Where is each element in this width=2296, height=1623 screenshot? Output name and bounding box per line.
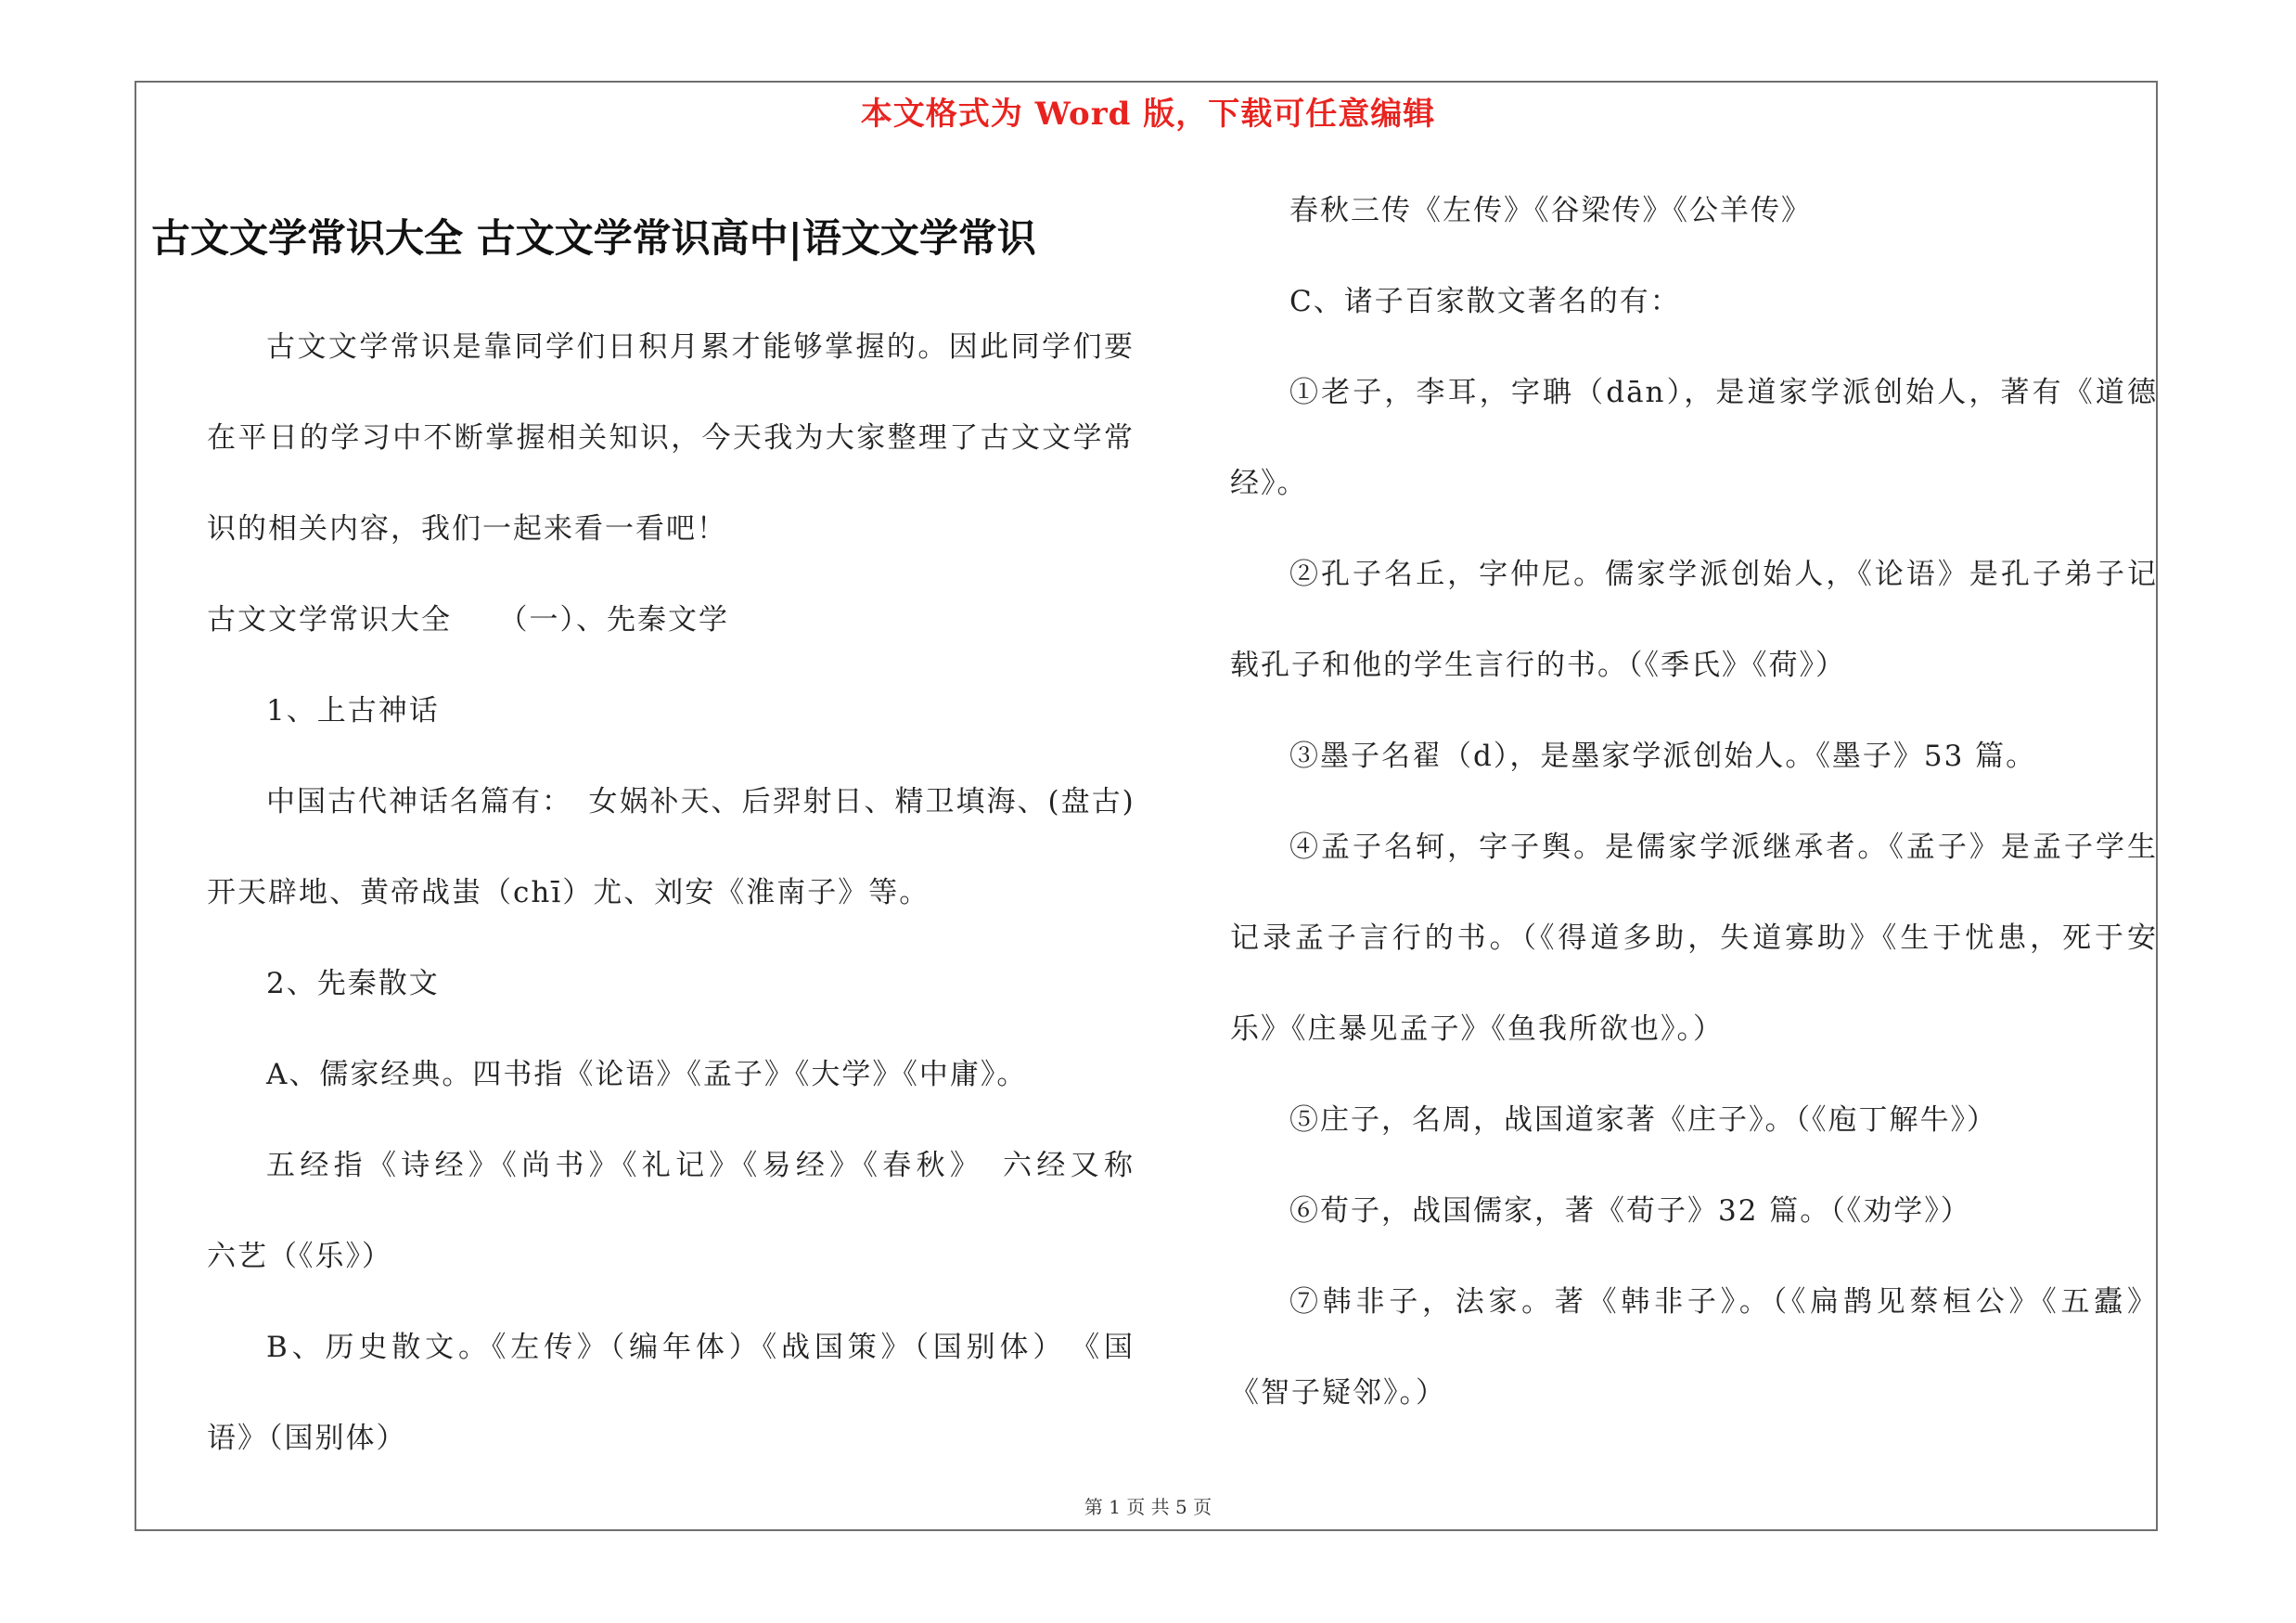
paragraph-line: ④孟子名轲，字子舆。是儒家学派继承者。《孟子》是孟子学生 — [1289, 831, 2158, 864]
paragraph-line: 《智子疑邻》。） — [1230, 1376, 1446, 1410]
section-heading: 古文文学常识大全 （一）、先秦文学 — [207, 603, 729, 637]
paragraph-line: ③墨子名翟（d），是墨家学派创始人。《墨子》53 篇。 — [1289, 740, 2037, 773]
paragraph-line: ⑦韩非子，法家。著《韩非子》。（《扁鹊见蔡桓公》《五蠹》 — [1289, 1285, 2158, 1319]
format-banner: 本文格式为 Word 版，下载可任意编辑 — [860, 96, 1436, 133]
subheading: 2、先秦散文 — [266, 967, 440, 1000]
paragraph-line: 识的相关内容，我们一起来看一看吧！ — [207, 512, 727, 546]
document-title: 古文文学常识大全 古文文学常识高中|语文文学常识 — [151, 215, 1036, 261]
paragraph-line: B、历史散文。《左传》（编年体）《战国策》（国别体） 《国 — [266, 1331, 1135, 1364]
left-column — [207, 302, 1135, 1484]
paragraph-line: ①老子，李耳，字聃（dān），是道家学派创始人，著有《道德 — [1289, 376, 2158, 409]
paragraph-line: ⑥荀子，战国儒家，著《荀子》32 篇。（《劝学》） — [1289, 1194, 1971, 1228]
paragraph-line: 开天辟地、黄帝战蚩（chī）尤、刘安《淮南子》等。 — [207, 876, 930, 909]
paragraph-line: 古文文学常识是靠同学们日积月累才能够掌握的。因此同学们要 — [266, 330, 1135, 364]
paragraph-line: 记录孟子言行的书。（《得道多助，失道寡助》《生于忧患，死于安 — [1230, 921, 2158, 955]
paragraph-line: 语》（国别体） — [207, 1422, 407, 1455]
paragraph-line: ⑤庄子，名周，战国道家著《庄子》。（《庖丁解牛》） — [1289, 1103, 1997, 1137]
paragraph-line: 中国古代神话名篇有： 女娲补天、后羿射日、精卫填海、(盘古) — [266, 785, 1135, 818]
paragraph-line: 五经指《诗经》《尚书》《礼记》《易经》《春秋》 六经又称 — [266, 1149, 1135, 1182]
right-column — [1230, 165, 2158, 1438]
paragraph-line: 乐》《庄暴见孟子》《鱼我所欲也》。） — [1230, 1012, 1724, 1046]
paragraph-line: A、儒家经典。四书指《论语》《孟子》《大学》《中庸》。 — [266, 1058, 1028, 1091]
paragraph-line: 经》。 — [1230, 467, 1308, 500]
paragraph-line: 载孔子和他的学生言行的书。（《季氏》《荷》） — [1230, 649, 1846, 682]
subheading: C、诸子百家散文著名的有： — [1289, 285, 1681, 318]
page-number: 第 1 页 共 5 页 — [1084, 1496, 1212, 1518]
subheading: 1、上古神话 — [266, 694, 440, 728]
paragraph-line: 在平日的学习中不断掌握相关知识，今天我为大家整理了古文文学常 — [207, 421, 1135, 455]
paragraph-line: 六艺（《乐》） — [207, 1240, 392, 1273]
paragraph-line: ②孔子名丘，字仲尼。儒家学派创始人，《论语》是孔子弟子记 — [1289, 558, 2158, 591]
paragraph-line: 春秋三传《左传》《谷梁传》《公羊传》 — [1289, 194, 1812, 227]
